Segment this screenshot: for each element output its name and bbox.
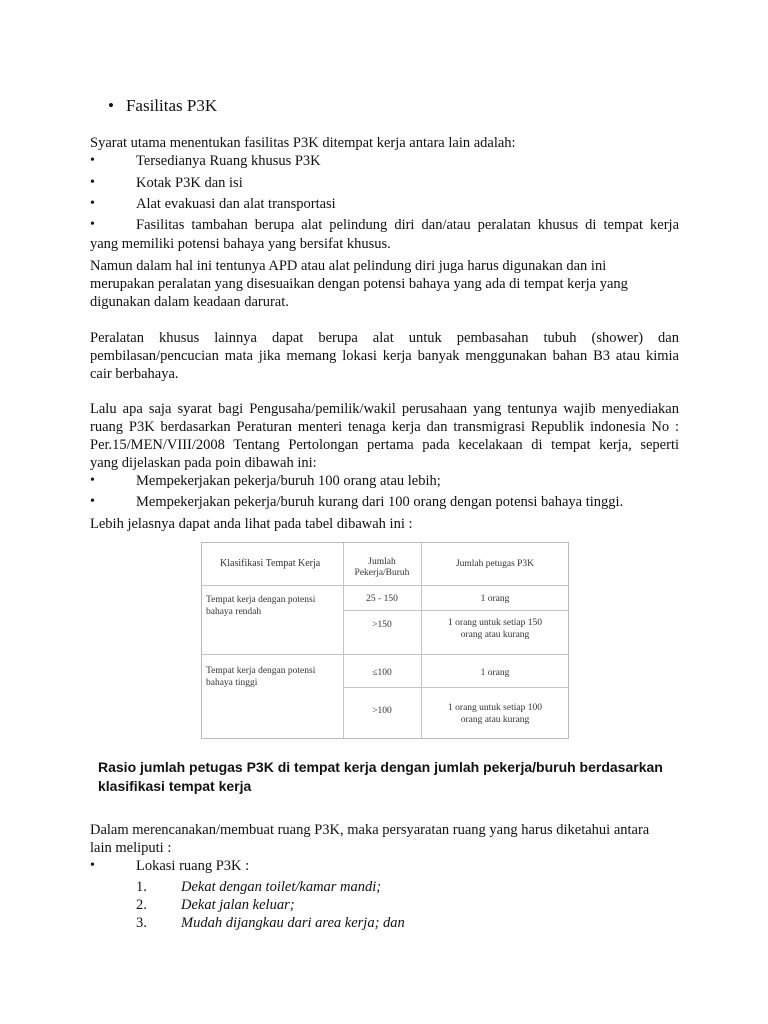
numbered-item-number: 2.	[136, 897, 147, 913]
paragraph-line: pembilasan/pencucian mata jika memang lokasi kerja banyak menggunakan bahan B3 atau kimia	[90, 348, 679, 364]
bullet: •	[90, 175, 95, 190]
paragraph-line: yang dijelaskan pada poin dibawah ini:	[90, 455, 317, 471]
bullet: •	[90, 858, 95, 873]
table-header: Jumlah Pekerja/Buruh	[354, 557, 410, 578]
heading-title: Fasilitas P3K	[125, 96, 218, 115]
paragraph-line: cair berbahaya.	[90, 366, 179, 382]
numbered-item: Dekat jalan keluar;	[181, 897, 295, 913]
numbered-item-number: 1.	[136, 879, 147, 895]
bullet: •	[90, 153, 95, 168]
list-item: Mempekerjakan pekerja/buruh 100 orang atau lebih;	[136, 473, 441, 489]
paragraph-line: Lalu apa saja syarat bagi Pengusaha/pemilik/wakil perusahaan yang tentunya wajib menyediakan	[90, 401, 679, 417]
paragraph-line: merupakan peralatan yang disesuaikan dengan potensi bahaya yang ada di tempat kerja yang	[90, 276, 628, 292]
table-cell-workers: ≤100	[372, 668, 392, 678]
list-item: Mempekerjakan pekerja/buruh kurang dari 100 orang dengan potensi bahaya tinggi.	[136, 494, 624, 510]
bullet: •	[90, 217, 95, 232]
table-cell-workers: >150	[372, 620, 392, 630]
table-cell-workers: >100	[372, 706, 392, 716]
numbered-item: Dekat dengan toilet/kamar mandi;	[181, 879, 382, 895]
paragraph-line: digunakan dalam keadaan darurat.	[90, 294, 289, 310]
table-cell-officers: 1 orang untuk setiap 100 orang atau kurang	[448, 703, 542, 725]
numbered-item: Mudah dijangkau dari area kerja; dan	[181, 915, 405, 931]
table-cell-officers: 1 orang	[480, 594, 510, 604]
table-cell-officers: 1 orang	[480, 668, 510, 678]
table-cell-classification: Tempat kerja dengan potensi bahaya tinggi	[206, 666, 316, 688]
list-item-continuation: yang memiliki potensi bahaya yang bersifat khusus.	[90, 236, 391, 252]
list-item: Lokasi ruang P3K :	[136, 858, 250, 874]
bullet: •	[90, 473, 95, 488]
bullet: •	[90, 494, 95, 509]
table-caption-line: klasifikasi tempat kerja	[98, 778, 252, 794]
table-cell-workers: 25 - 150	[366, 594, 398, 604]
paragraph-line: Peralatan khusus lainnya dapat berupa alat untuk pembasahan tubuh (shower) dan	[90, 330, 679, 346]
list-item: Fasilitas tambahan berupa alat pelindung diri dan/atau peralatan khusus di tempat kerja	[136, 217, 679, 233]
paragraph-line: Per.15/MEN/VIII/2008 Tentang Pertolongan pertama pada kecelakaan di tempat kerja, seperti	[90, 437, 679, 453]
bullet: •	[90, 196, 95, 211]
list-item: Alat evakuasi dan alat transportasi	[136, 196, 336, 212]
table-cell-officers: 1 orang untuk setiap 150 orang atau kurang	[448, 618, 542, 640]
paragraph-line: ruang P3K berdasarkan Peraturan menteri tenaga kerja dan transmigrasi Republik indonesia No :	[90, 419, 679, 435]
list-item: Tersedianya Ruang khusus P3K	[136, 153, 321, 169]
table-caption-line: Rasio jumlah petugas P3K di tempat kerja dengan jumlah pekerja/buruh berdasarkan	[98, 759, 663, 775]
section-heading	[108, 96, 217, 116]
paragraph-line: lain meliputi :	[90, 840, 172, 856]
p3k-ratio-table	[201, 542, 569, 739]
table-header: Jumlah petugas P3K	[455, 559, 535, 569]
list-item: Kotak P3K dan isi	[136, 175, 243, 191]
paragraph-line: Lebih jelasnya dapat anda lihat pada tabel dibawah ini :	[90, 516, 413, 532]
table-header: Klasifikasi Tempat Kerja	[220, 558, 321, 569]
table-cell-classification: Tempat kerja dengan potensi bahaya rendah	[206, 595, 316, 617]
p1-intro: Syarat utama menentukan fasilitas P3K ditempat kerja antara lain adalah:	[90, 135, 516, 151]
paragraph-line: Dalam merencanakan/membuat ruang P3K, maka persyaratan ruang yang harus diketahui antara	[90, 822, 650, 838]
numbered-item-number: 3.	[136, 915, 147, 931]
heading-bullet: •	[108, 96, 114, 115]
paragraph-line: Namun dalam hal ini tentunya APD atau alat pelindung diri juga harus digunakan dan ini	[90, 258, 607, 274]
